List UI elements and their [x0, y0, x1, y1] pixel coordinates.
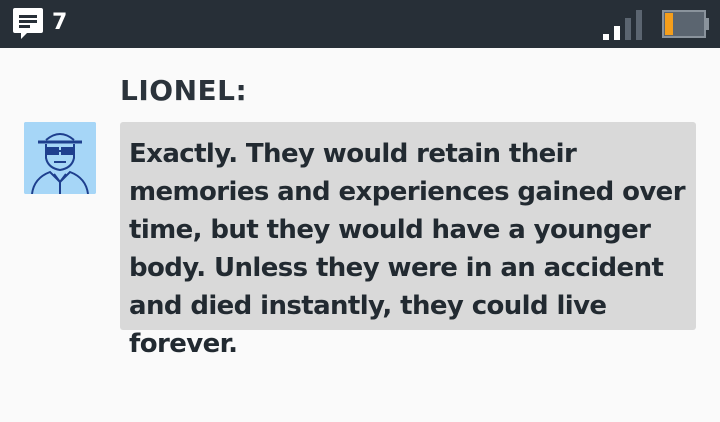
battery-icon: [662, 10, 710, 38]
message-count: 7: [52, 10, 68, 35]
signal-bar: [614, 26, 620, 40]
speaker-name: LIONEL:: [120, 74, 248, 107]
signal-bar: [625, 18, 631, 40]
battery-level-fill: [665, 13, 673, 35]
signal-icon: [601, 8, 643, 42]
message-icon[interactable]: [11, 6, 45, 40]
signal-bar: [636, 10, 642, 40]
dialog-text: Exactly. They would retain their memories and experiences gained over time, but they would have a younger body. Unless they were in an accident and died instantly, they could live forever.: [129, 139, 685, 359]
character-avatar-icon: [24, 122, 96, 194]
status-bar: [0, 0, 720, 48]
dialog-bubble: [120, 122, 696, 359]
signal-bar: [603, 34, 609, 40]
